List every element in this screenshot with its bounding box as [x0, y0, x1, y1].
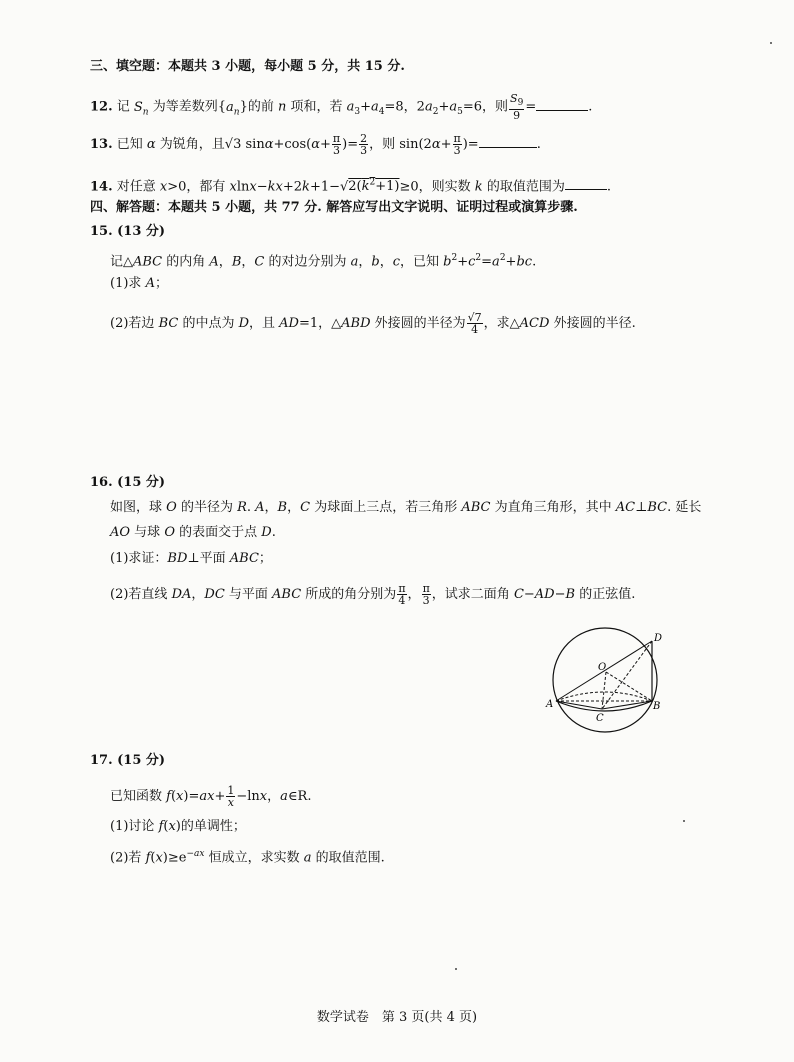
question-13: 13. 已知 α 为锐角，且√3 sinα+cos(α+ $\frac{\pi}{3}$ )= $\frac{2}{3}$ ，则 sin(2α+ $\frac{\pi}{3}$ )= . [90, 132, 541, 157]
question-16-head: 16. (15 分) [90, 475, 166, 490]
section3-title: 三、填空题：本题共 3 小题，每小题 5 分，共 15 分. [90, 59, 405, 74]
question-17-stem: 已知函数 f(x)=ax+ $\frac{1}{x}$ −lnx，a∈R. [110, 784, 312, 809]
question-17-head: 17. (15 分) [90, 753, 166, 768]
sphere-figure [540, 625, 680, 735]
section4-title: 四、解答题：本题共 5 小题，共 77 分. 解答应写出文字说明、证明过程或演算步骤. [90, 200, 578, 215]
question-15-part2: (2)若边 BC 的中点为 D，且 AD=1，△ABD 外接圆的半径为 $\frac{√7}{4}$ ，求△ACD 外接圆的半径. [110, 311, 636, 336]
question-12: 12. 记 $S_n$ 为等差数列$\{a_n\}$的前 n 项和，若 $a_3+a_4=8$，$2a_2+a_5=6$，则 $\frac{S_9}{9}$ = . [90, 92, 593, 123]
question-14: 14. 对任意 x>0，都有 $xlnx-kx+2k+1-√2(k^2+1)\ge 0$，则实数 k 的取值范围为 . [90, 178, 611, 195]
figure-label-a: A [546, 699, 554, 710]
page-footer: 数学试卷 第 3 页(共 4 页) [316, 1010, 478, 1025]
question-17-part1: (1)讨论 f(x)的单调性； [110, 819, 246, 834]
question-16-stem-1: 如图，球 O 的半径为 R. A，B，C 为球面上三点，若三角形 ABC 为直角三角形，其中 AC⊥BC. 延长 [110, 500, 702, 515]
question-16-stem-2: AO 与球 O 的表面交于点 D. [110, 525, 276, 540]
question-15-part1: (1)求 A； [110, 276, 168, 291]
figure-label-c: C [596, 713, 604, 724]
question-16-part2: (2)若直线 DA，DC 与平面 ABC 所成的角分别为 $\frac{\pi}{4}$ ， $\frac{\pi}{3}$ ，试求二面角 C−AD−B 的正弦值. [110, 582, 636, 607]
figure-label-d: D [654, 633, 663, 644]
question-15-head: 15. (13 分) [90, 224, 166, 239]
figure-label-o: O [598, 662, 607, 673]
question-15-stem: 记△ABC 的内角 A，B，C 的对边分别为 a，b，c，已知 $b^2+c^2=a^2+bc$. [110, 253, 537, 270]
question-17-part2: (2)若 $f(x)\ge e^{-ax}$ 恒成立，求实数 a 的取值范围. [110, 849, 385, 866]
question-16-part1: (1)求证：BD⊥平面 ABC； [110, 551, 272, 566]
figure-label-b: B [653, 701, 661, 712]
